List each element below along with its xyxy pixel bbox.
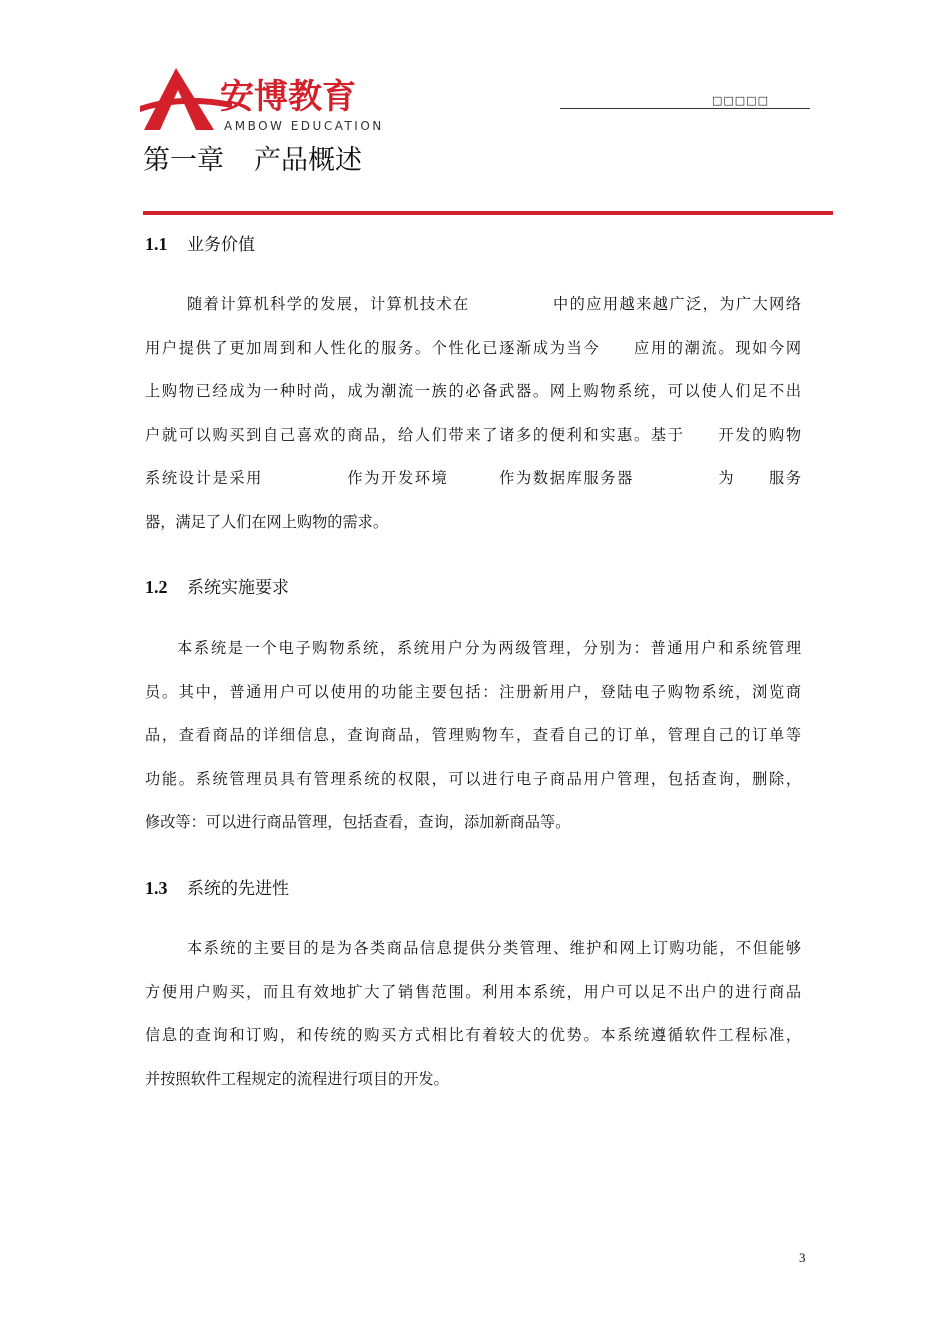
body-line: 信息的查询和订购，和传统的购买方式相比有着较大的优势。本系统遵循软件工程标准， — [145, 1026, 801, 1044]
section-heading-1-3 — [145, 874, 289, 899]
body-line: 户就可以购买到自己喜欢的商品，给人们带来了诸多的便利和实惠。基于 开发的购物 — [145, 425, 801, 444]
section-number: 1.1 — [145, 234, 168, 254]
body-line: 修改等：可以进行商品管理，包括查看，查询，添加新商品等。 — [145, 813, 571, 831]
section-title: 系统实施要求 — [187, 578, 289, 598]
body-line: 方便用户购买，而且有效地扩大了销售范围。利用本系统，用户可以足不出户的进行商品 — [145, 982, 801, 1001]
body-line: 上购物已经成为一种时尚，成为潮流一族的必备武器。网上购物系统，可以使人们足不出 — [145, 382, 801, 400]
chapter-heading — [143, 138, 362, 177]
header-rule — [560, 108, 810, 109]
page-number: 3 — [799, 1250, 806, 1265]
section-heading-1-1 — [145, 230, 255, 255]
body-line: 系统设计是采用 作为开发环境 作为数据库服务器 为 服务 — [145, 469, 801, 487]
section-heading-1-2 — [145, 573, 289, 598]
body-line: 本系统是一个电子购物系统，系统用户分为两级管理，分别为：普通用户和系统管理 — [177, 639, 801, 657]
section-body-1-1 — [145, 283, 801, 544]
body-line: 随着计算机科学的发展，计算机技术在 中的应用越来越广泛，为广大网络 — [187, 295, 801, 313]
body-line: 器，满足了人们在网上购物的需求。 — [145, 512, 388, 531]
logo-en-text: AMBOW EDUCATION — [224, 119, 384, 133]
body-line: 本系统的主要目的是为各类商品信息提供分类管理、维护和网上订购功能，不但能够 — [187, 939, 801, 957]
chapter-title: 产品概述 — [254, 145, 362, 176]
logo-cn-text: 安博教育 — [220, 77, 356, 117]
body-line: 员。其中，普通用户可以使用的功能主要包括：注册新用户，登陆电子购物系统，浏览商 — [145, 682, 801, 701]
section-number: 1.2 — [145, 577, 168, 597]
body-line: 功能。系统管理员具有管理系统的权限，可以进行电子商品用户管理，包括查询，删除， — [145, 769, 801, 788]
body-line: 品，查看商品的详细信息，查询商品，管理购物车，查看自己的订单，管理自己的订单等 — [145, 726, 801, 744]
body-line: 并按照软件工程规定的流程进行项目的开发。 — [145, 1069, 449, 1088]
chapter-divider — [143, 211, 833, 215]
section-number: 1.3 — [145, 878, 168, 898]
section-body-1-3 — [145, 927, 801, 1101]
section-title: 系统的先进性 — [187, 879, 289, 899]
header-mark: □□□□□ — [712, 94, 769, 107]
section-title: 业务价值 — [187, 235, 255, 255]
section-body-1-2 — [145, 627, 801, 845]
ambow-logo — [140, 66, 410, 134]
body-line: 用户提供了更加周到和人性化的服务。个性化已逐渐成为当今 应用的潮流。现如今网 — [145, 338, 801, 357]
chapter-number: 第一章 — [143, 145, 224, 176]
